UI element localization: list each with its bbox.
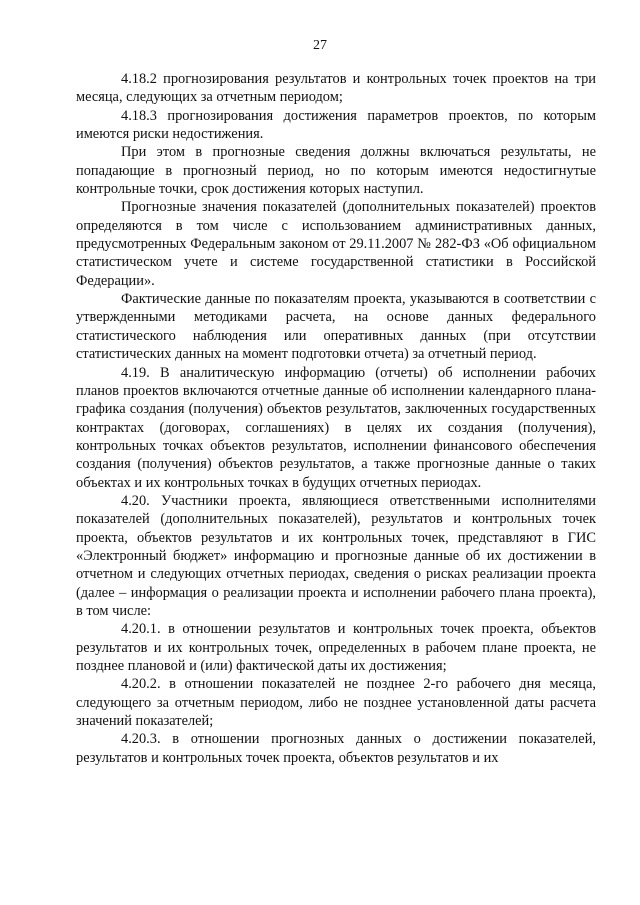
paragraph-forecast-indicators: Прогнозные значения показателей (дополнительных показателей) проектов определяются в том числе с использованием административных данных, предусмотренных Федеральным законом от 29.11.2007 № 282-ФЗ «Об официальном статистическом учете и системе государственной статистики в Российской Федерации». (76, 199, 596, 289)
paragraph-forecast-results: При этом в прогнозные сведения должны включаться результаты, не попадающие в прогнозный период, но по которым имеются недостигнутые контрольные точки, срок достижения которых наступил. (76, 144, 596, 198)
paragraph-4-20-3: 4.20.3. в отношении прогнозных данных о достижении показателей, результатов и контрольных точек проекта, объектов результатов и их (76, 731, 596, 766)
paragraph-4-20: 4.20. Участники проекта, являющиеся ответственными исполнителями показателей (дополнительных показателей), результатов и контрольных точек проекта, объектов результатов и их контрольных точек, представляют в ГИС «Электронный бюджет» информацию и прогнозные данные об их достижении в отчетном и следующих отчетных периодах, сведения о рисках реализации проекта (далее – информация о реализации проекта и исполнении рабочего плана проекта), в том числе: (76, 492, 596, 619)
paragraph-4-20-2: 4.20.2. в отношении показателей не позднее 2-го рабочего дня месяца, следующего за отчетным периодом, либо не позднее установленной даты расчета значений показателей; (76, 676, 596, 730)
paragraph-4-20-1: 4.20.1. в отношении результатов и контрольных точек проекта, объектов результатов и их контрольных точек, определенных в рабочем плане проекта, не позднее плановой и (или) фактической даты их достижения; (76, 621, 596, 674)
paragraph-4-19: 4.19. В аналитическую информацию (отчеты) об исполнении рабочих планов проектов включаются отчетные данные об исполнении календарного плана-графика создания (получения) объектов результатов, заключенных государственных контрактах (договорах, соглашениях) в целях их создания (получения), контрольных точках объектов результатов, исполнении финансового обеспечения создания (получения) объектов результатов, а также прогнозные данные о таких объектах и их контрольных точках в будущих отчетных периодах. (76, 364, 596, 491)
paragraph-4-18-2: 4.18.2 прогнозирования результатов и контрольных точек проектов на три месяца, следующих за отчетным периодом; (76, 71, 596, 106)
paragraph-actual-data: Фактические данные по показателям проекта, указываются в соответствии с утвержденными методиками расчета, на основе данных федерального статистического наблюдения или оперативных данных (при отсутствии статистических данных на момент подготовки отчета) за отчетный период. (76, 291, 596, 363)
page-number: 27 (313, 38, 327, 53)
paragraph-4-18-3: 4.18.3 прогнозирования достижения параметров проектов, по которым имеются риски недостижения. (76, 107, 596, 143)
document-body (76, 70, 596, 767)
